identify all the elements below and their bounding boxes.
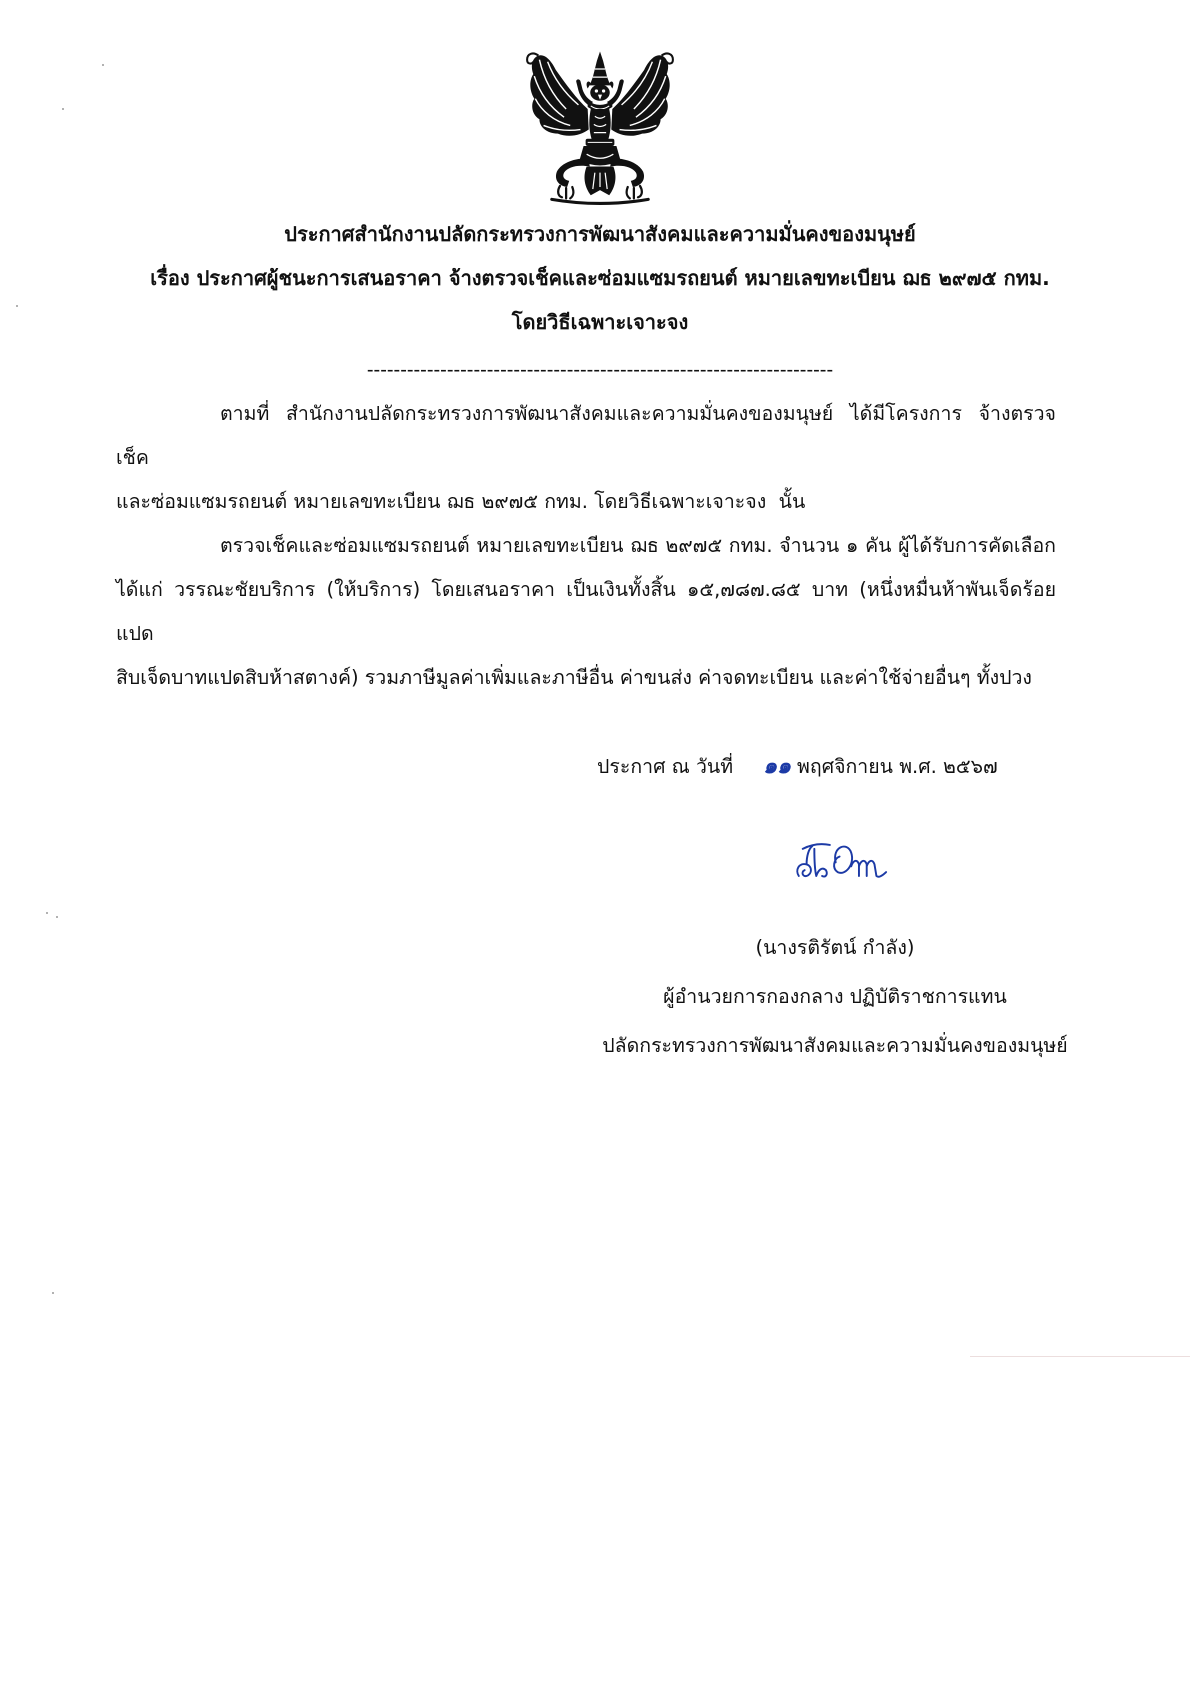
paragraph-2-line-2: ได้แก่ วรรณะชัยบริการ (ให้บริการ) โดยเสนอราคา เป็นเงินทั้งสิ้น ๑๕,๗๘๗.๘๕ บาท (หนึ่งหมื่นห้าพันเจ็ดร้อยแปด [116, 578, 1056, 645]
date-day-handwritten: ๑๑ [763, 753, 792, 779]
signatory-position-2: ปลัดกระทรวงการพัฒนาสังคมและความมั่นคงของมนุษย์ [602, 1034, 1068, 1057]
scan-speck [52, 1292, 54, 1294]
announcement-date [0, 744, 1190, 789]
emblem-left-half [527, 53, 593, 198]
signatory-position-1: ผู้อำนวยการกองกลาง ปฏิบัติราชการแทน [663, 985, 1007, 1008]
announcement-body [116, 392, 1056, 700]
scan-speck [46, 912, 48, 914]
signatory-name: (นางรติรัตน์ กำลัง) [755, 936, 915, 959]
scan-speck [16, 305, 18, 307]
announcement-title [20, 212, 1180, 344]
scan-speck [62, 108, 64, 110]
signatory-block [560, 923, 1110, 1070]
signature-icon [793, 837, 890, 882]
date-month-year: พฤศจิกายน พ.ศ. ๒๕๖๗ [797, 755, 998, 778]
garuda-emblem-icon [523, 51, 677, 206]
scan-speck [102, 64, 104, 66]
emblem-right-half [607, 53, 673, 198]
date-prefix: ประกาศ ณ วันที่ [597, 755, 734, 778]
scan-speck [56, 916, 58, 918]
title-line-1: ประกาศสำนักงานปลัดกระทรวงการพัฒนาสังคมและความมั่นคงของมนุษย์ [284, 222, 916, 246]
title-line-2: เรื่อง ประกาศผู้ชนะการเสนอราคา จ้างตรวจเช็คและซ่อมแซมรถยนต์ หมายเลขทะเบียน ฌธ ๒๙๗๕ กทม. [150, 266, 1050, 290]
title-line-3: โดยวิธีเฉพาะเจาะจง [511, 310, 689, 334]
title-separator: ---------------------------------------------------------------------- [366, 359, 834, 381]
paragraph-2-line-1: ตรวจเช็คและซ่อมแซมรถยนต์ หมายเลขทะเบียน ฌธ ๒๙๗๕ กทม. จำนวน ๑ คัน ผู้ได้รับการคัดเลือก [220, 534, 1056, 557]
scan-line-artifact [970, 1356, 1190, 1357]
paragraph-1-line-2: และซ่อมแซมรถยนต์ หมายเลขทะเบียน ฌธ ๒๙๗๕ กทม. โดยวิธีเฉพาะเจาะจง นั้น [116, 490, 806, 513]
paragraph-1-line-1: ตามที่ สำนักงานปลัดกระทรวงการพัฒนาสังคมและความมั่นคงของมนุษย์ ได้มีโครงการ จ้างตรวจเช็ค [116, 402, 1056, 469]
paragraph-2-line-3: สิบเจ็ดบาทแปดสิบห้าสตางค์) รวมภาษีมูลค่าเพิ่มและภาษีอื่น ค่าขนส่ง ค่าจดทะเบียน และค่าใช้จ่ายอื่นๆ ทั้งปวง [116, 666, 1032, 689]
